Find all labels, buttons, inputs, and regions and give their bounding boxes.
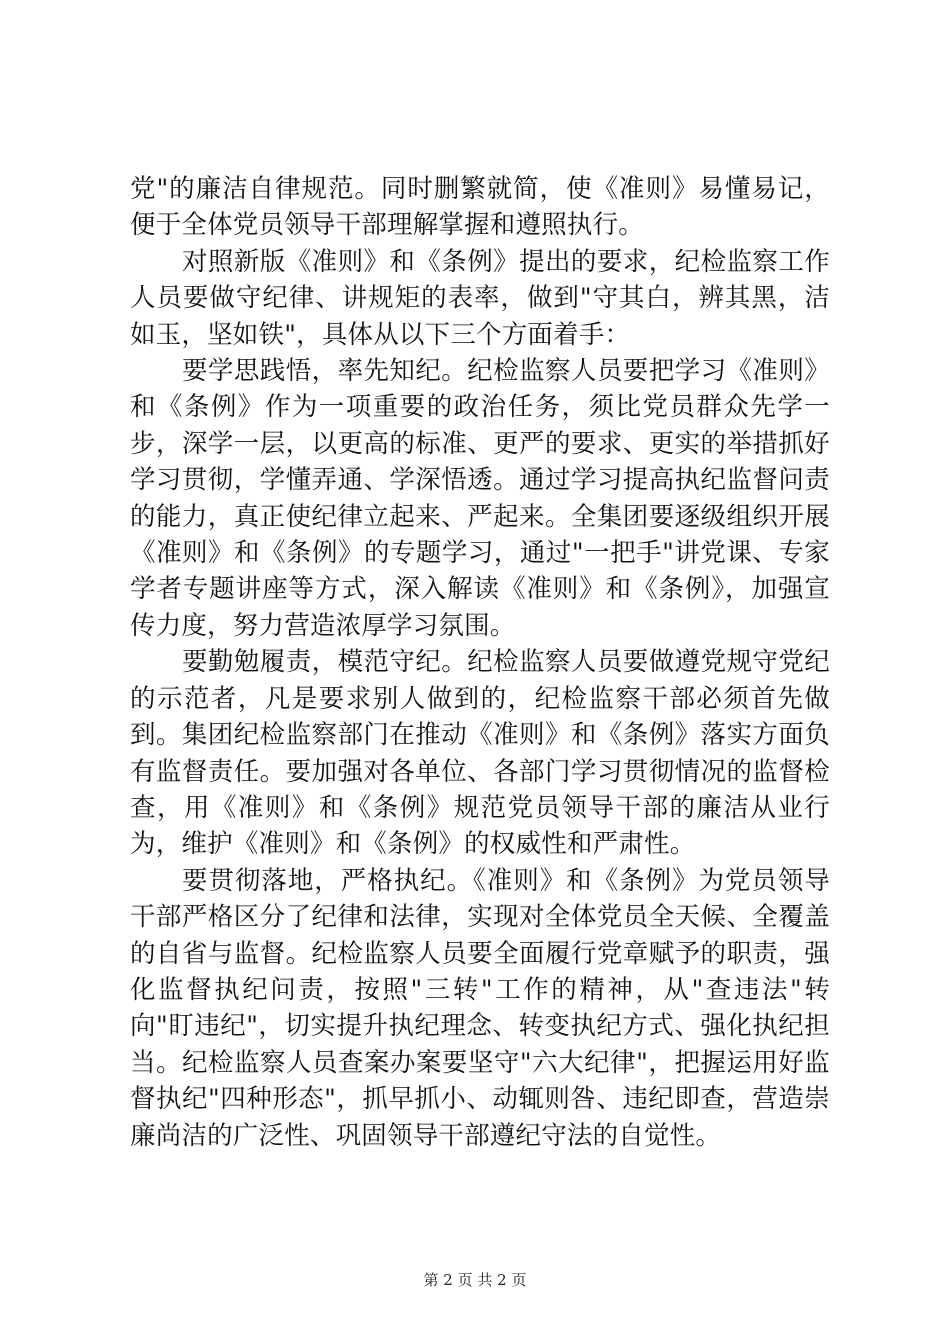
paragraph: 要贯彻落地，严格执纪。《准则》和《条例》为党员领导干部严格区分了纪律和法律，实现对全体党员全天候、全覆盖的自省与监督。纪检监察人员要全面履行党章赋予的职责，强化监督执纪问责，按照"三转"工作的精神，从"查违法"转向"盯违纪"，切实提升执纪理念、转变执纪方式、强化执纪担当。纪检监察人员查案办案要坚守"六大纪律"，把握运用好监督执纪"四种形态"，抓早抓小、动辄则咎、违纪即查，营造崇廉尚洁的广泛性、巩固领导干部遵纪守法的自觉性。 [130,865,830,1151]
paragraph: 要勤勉履责，模范守纪。纪检监察人员要做遵党规守党纪的示范者，凡是要求别人做到的，纪检监察干部必须首先做到。集团纪检监察部门在推动《准则》和《条例》落实方面负有监督责任。要加强对各单位、各部门学习贯彻情况的监督检查，用《准则》和《条例》规范党员领导干部的廉洁从业行为，维护《准则》和《条例》的权威性和严肃性。 [130,647,830,860]
document-body [130,171,830,1154]
page-number: 第 2 页 共 2 页 [423,1271,527,1289]
paragraph: 对照新版《准则》和《条例》提出的要求，纪检监察工作人员要做守纪律、讲规矩的表率，做到"守其白，辨其黑，洁如玉，坚如铁"，具体从以下三个方面着手： [130,246,830,350]
paragraph: 党"的廉洁自律规范。同时删繁就简，使《准则》易懂易记，便于全体党员领导干部理解掌握和遵照执行。 [130,174,830,241]
paragraph: 要学思践悟，率先知纪。纪检监察人员要把学习《准则》和《条例》作为一项重要的政治任务，须比党员群众先学一步，深学一层，以更高的标准、更严的要求、更实的举措抓好学习贯彻，学懂弄通、学深悟透。通过学习提高执纪监督问责的能力，真正使纪律立起来、严起来。全集团要逐级组织开展《准则》和《条例》的专题学习，通过"一把手"讲党课、专家学者专题讲座等方式，深入解读《准则》和《条例》，加强宣传力度，努力营造浓厚学习氛围。 [130,356,830,641]
